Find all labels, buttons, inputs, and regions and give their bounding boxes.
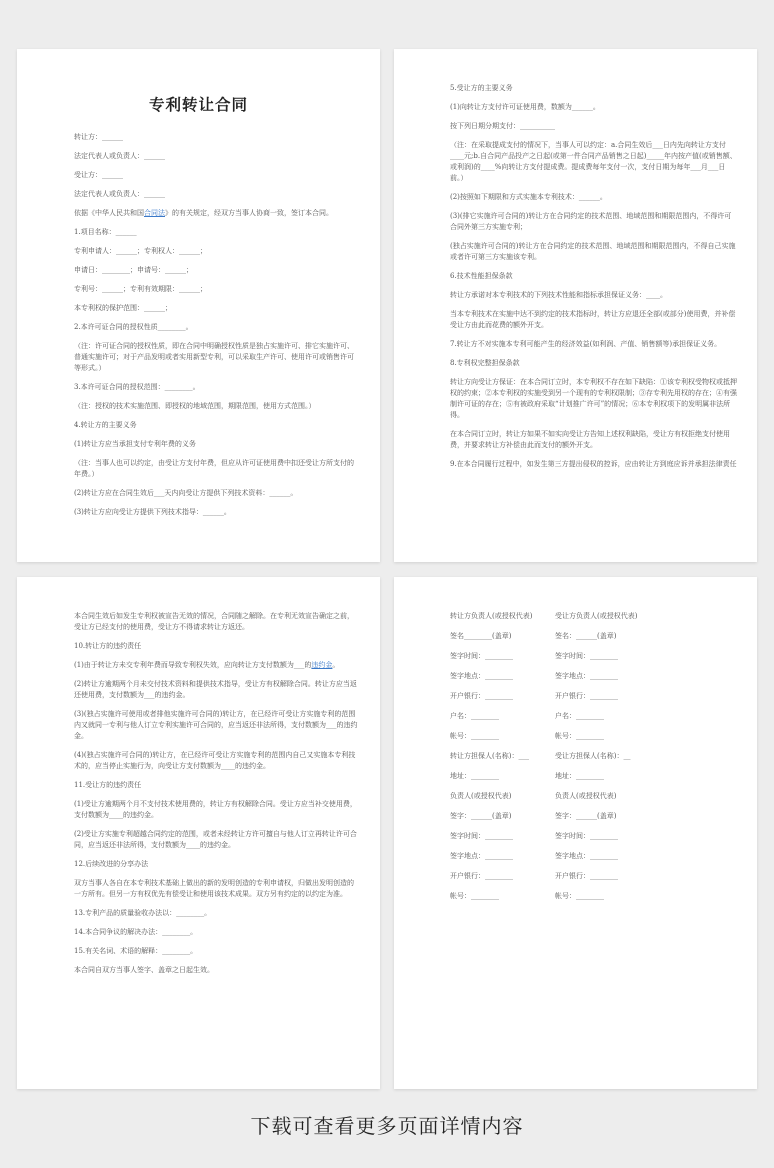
contract-line: 7.转让方不对实施本专利可能产生的经济效益(如利润、产值、销售额等)承担保证义务。 <box>450 340 722 348</box>
contract-line: (3)(排它实施许可合同的)转让方在合同约定的技术范围、地域范围和期限范围内，不得许可合同外第三方实施专利； <box>450 212 732 231</box>
contract-line: 2.本许可证合同的授权性质________。 <box>74 323 193 331</box>
contract-text: 》的有关规定，经双方当事人协商一致，签订本合同。 <box>165 209 333 217</box>
contract-line: 1.项目名称：______ <box>74 228 137 236</box>
transferee-field: 受让方负责人(或授权代表) <box>555 612 638 620</box>
signature-row <box>450 691 743 702</box>
download-more-caption: 下载可查看更多页面详情内容 <box>250 1114 524 1138</box>
contract-page-1 <box>17 49 380 562</box>
signature-row <box>450 851 743 862</box>
contract-line: (2)按照如下期限和方式实施本专利技术：______。 <box>450 193 607 201</box>
contract-line: (2)转让方逾期两个月未交付技术资料和提供技术指导，受让方有权解除合同。转让方应当返还使用费，支付数额为___的违约金。 <box>74 680 357 699</box>
signature-row <box>450 731 743 742</box>
transferee-field: 受让方担保人(名称)：__ <box>555 752 631 760</box>
signature-row <box>450 631 743 642</box>
transferee-field: 户名：________ <box>555 712 604 720</box>
signature-row <box>450 891 743 902</box>
contract-text: 。 <box>332 661 340 669</box>
transferee-field: 签字地点：________ <box>555 852 618 860</box>
signature-row <box>450 611 743 622</box>
contract-line: 转让方：______ <box>74 133 123 141</box>
contract-line: 法定代表人或负责人：______ <box>74 152 165 160</box>
transferee-field: 开户银行：________ <box>555 872 618 880</box>
transferee-field: 帐号：________ <box>555 892 604 900</box>
contract-line <box>74 660 360 671</box>
contract-line: 在本合同订立时，转让方如果不如实向受让方告知上述权利缺陷，受让方有权拒绝支付使用费，并要求转让方补偿由此而支付的额外开支。 <box>450 430 730 449</box>
transferee-field: 开户银行：________ <box>555 692 618 700</box>
contract-line: 10.转让方的违约责任 <box>74 642 142 650</box>
contract-line: 15.有关名词、术语的解释：________。 <box>74 947 198 955</box>
signature-row <box>450 811 743 822</box>
transferor-field: 开户银行：________ <box>450 692 513 700</box>
transferor-field: 户名：________ <box>450 712 499 720</box>
contract-line: 受让方：______ <box>74 171 123 179</box>
signature-row <box>450 671 743 682</box>
contract-line: 8.专利权完整担保条款 <box>450 359 520 367</box>
transferor-field: 签字时间：________ <box>450 652 513 660</box>
transferee-field: 帐号：________ <box>555 732 604 740</box>
contract-line: 12.后续改进的分享办法 <box>74 860 149 868</box>
contract-line: 11.受让方的违约责任 <box>74 781 142 789</box>
contract-page-3 <box>17 577 380 1089</box>
contract-line: 9.在本合同履行过程中，如发生第三方提出侵权的控诉，应由转让方到庭应诉并承担法律责任 <box>450 460 737 468</box>
contract-line: 转让方向受让方保证：在本合同订立时，本专利权不存在如下缺陷：①该专利权受物权或抵押权的约束；②本专利权的实施受到另一个现有的专利权限制；③存专利先用权的存在；④有强制许可证的存在；⑤有被政府采取“计划推广许可”的情况；⑥本专利权项下的发明属非法所得。 <box>450 378 737 419</box>
signature-row <box>450 771 743 782</box>
transferor-field: 签字：______(盖章) <box>450 812 512 820</box>
contract-page-2 <box>394 49 757 562</box>
signature-table <box>450 611 743 902</box>
document-title: 专利转让合同 <box>148 96 248 114</box>
transferor-field: 签字地点：________ <box>450 672 513 680</box>
contract-line: （注：许可证合同的授权性质，即在合同中明确授权性质是独占实施许可、排它实施许可、普通实施许可；对于产品发明或者实用新型专利，可以采取生产许可、使用许可或销售许可等形式。） <box>74 342 354 372</box>
transferee-field: 地址：________ <box>555 772 604 780</box>
contract-line: 4.转让方的主要义务 <box>74 421 137 429</box>
contract-line: 5.受让方的主要义务 <box>450 84 513 92</box>
contract-line: 当本专利技术在实施中达不到约定的技术指标时，转让方应退还全部(或部分)使用费，并补偿受让方由此而花费的额外开支。 <box>450 310 736 329</box>
contract-line: (2)转让方应在合同生效后___天内向受让方提供下列技术资料：______。 <box>74 489 298 497</box>
transferor-field: 签字地点：________ <box>450 852 513 860</box>
signature-row <box>450 711 743 722</box>
transferor-field: 地址：________ <box>450 772 499 780</box>
page-2-body <box>450 83 737 470</box>
signature-row <box>450 651 743 662</box>
term-link[interactable]: 违约金 <box>311 661 333 669</box>
transferee-field: 负责人(或授权代表) <box>555 792 617 800</box>
contract-line: （注：当事人也可以约定，由受让方支付年费，但应从许可证使用费中扣还受让方所支付的年费。） <box>74 459 354 478</box>
transferor-field: 帐号：________ <box>450 732 499 740</box>
contract-line: 本合同生效后如发生专利权被宣告无效的情况，合同随之解除。在专利无效宣告确定之前，受让方已经支付的使用费，受让方不得请求转让方返还。 <box>74 612 354 631</box>
contract-text: (1)由于转让方未交专利年费而导致专利权失效，应向转让方支付数额为___的 <box>74 661 312 669</box>
transferor-field: 转让方负责人(或授权代表) <box>450 612 533 620</box>
contract-line: (1)向转让方支付许可证使用费，数额为______。 <box>450 103 600 111</box>
page-1-body <box>74 132 360 518</box>
transferor-field: 帐号：________ <box>450 892 499 900</box>
contract-line: 专利号：______；专利有效期限：______； <box>74 285 207 293</box>
contract-line: 6.技术性能担保条款 <box>450 272 513 280</box>
contract-line: （注：授权的技术实施范围、即授权的地域范围，期限范围，使用方式范围。） <box>74 402 316 410</box>
contract-line: 14.本合同争议的解决办法：________。 <box>74 928 198 936</box>
contract-page-4-signatures <box>394 577 757 1089</box>
contract-line: (3)(独占实施许可使用或者排他实施许可合同的)转让方，在已经许可受让方实施专利的范围内又就同一专利与他人订立专利实施许可合同的，应当返还非法所得，支付数额为___的违约金。 <box>74 710 358 740</box>
contract-line: (4)(独占实施许可合同的)转让方，在已经许可受让方实施专利的范围内自己又实施本专利技术的，应当停止实施行为，向受让方支付数额为____的违约金。 <box>74 751 356 770</box>
contract-line: 法定代表人或负责人：______ <box>74 190 165 198</box>
contract-line: 3.本许可证合同的授权范围：________。 <box>74 383 200 391</box>
transferor-field: 负责人(或授权代表) <box>450 792 512 800</box>
contract-line: 本专利权的保护范围：______； <box>74 304 172 312</box>
contract-line: 双方当事人各自在本专利技术基础上做出的新的发明创造的专利申请权，归做出发明创造的一方所有。但另一方有权优先有偿受让和使用该技术成果。双方另有约定的以约定为准。 <box>74 879 354 898</box>
term-link[interactable]: 合同法 <box>144 209 165 217</box>
contract-line: (3)转让方应向受让方提供下列技术指导：______。 <box>74 508 231 516</box>
contract-line: 13.专利产品的质量验收办法以：________。 <box>74 909 212 917</box>
transferor-field: 签字时间：________ <box>450 832 513 840</box>
contract-line: (1)转让方应当承担支付专利年费的义务 <box>74 440 196 448</box>
contract-line: （注：在采取提成支付的情况下，当事人可以约定：a.合同生效后___日内先向转让方支付____元;b.自合同产品投产之日起(或第一件合同产品销售之日起)_____年内按产值(或销售额、或利润)的____%向转让方支付提成费。提成费每年支付一次，支付日期为每年___月___日前。） <box>450 141 737 182</box>
signature-row <box>450 791 743 802</box>
contract-text: 依据《中华人民共和国 <box>74 209 144 217</box>
transferor-field: 转让方担保人(名称)：___ <box>450 752 529 760</box>
contract-line: 转让方承诺对本专利技术的下列技术性能和指标承担保证义务：____。 <box>450 291 667 299</box>
signature-row <box>450 871 743 882</box>
contract-line: 专利申请人：______；专利权人：______； <box>74 247 207 255</box>
contract-line: (2)受让方实施专利超越合同约定的范围，或者未经转让方许可擅自与他人订立再转让许可合同，应当返还非法所得，支付数额为____的违约金。 <box>74 830 357 849</box>
transferee-field: 签字时间：________ <box>555 832 618 840</box>
contract-line: 申请日：________；申请号：______； <box>74 266 193 274</box>
contract-line: (1)受让方逾期两个月不支付技术使用费的，转让方有权解除合同。受让方应当补交使用费，支付数额为____的违约金。 <box>74 800 357 819</box>
transferee-field: 签字：______(盖章) <box>555 812 617 820</box>
transferee-field: 签字时间：________ <box>555 652 618 660</box>
contract-line: 本合同自双方当事人签字、盖章之日起生效。 <box>74 966 214 974</box>
contract-line: 按下列日期分期支付：__________ <box>450 122 555 130</box>
transferor-field: 开户银行：________ <box>450 872 513 880</box>
page-3-body <box>74 611 360 976</box>
signature-row <box>450 751 743 762</box>
transferor-field: 签名________(盖章) <box>450 632 512 640</box>
signature-row <box>450 831 743 842</box>
contract-line <box>74 208 360 219</box>
transferee-field: 签名：______(盖章) <box>555 632 617 640</box>
transferee-field: 签字地点：________ <box>555 672 618 680</box>
contract-line: (独占实施许可合同的)转让方在合同约定的技术范围、地域范围和期限范围内，不得自己实施或者许可第三方实施该专利。 <box>450 242 736 261</box>
